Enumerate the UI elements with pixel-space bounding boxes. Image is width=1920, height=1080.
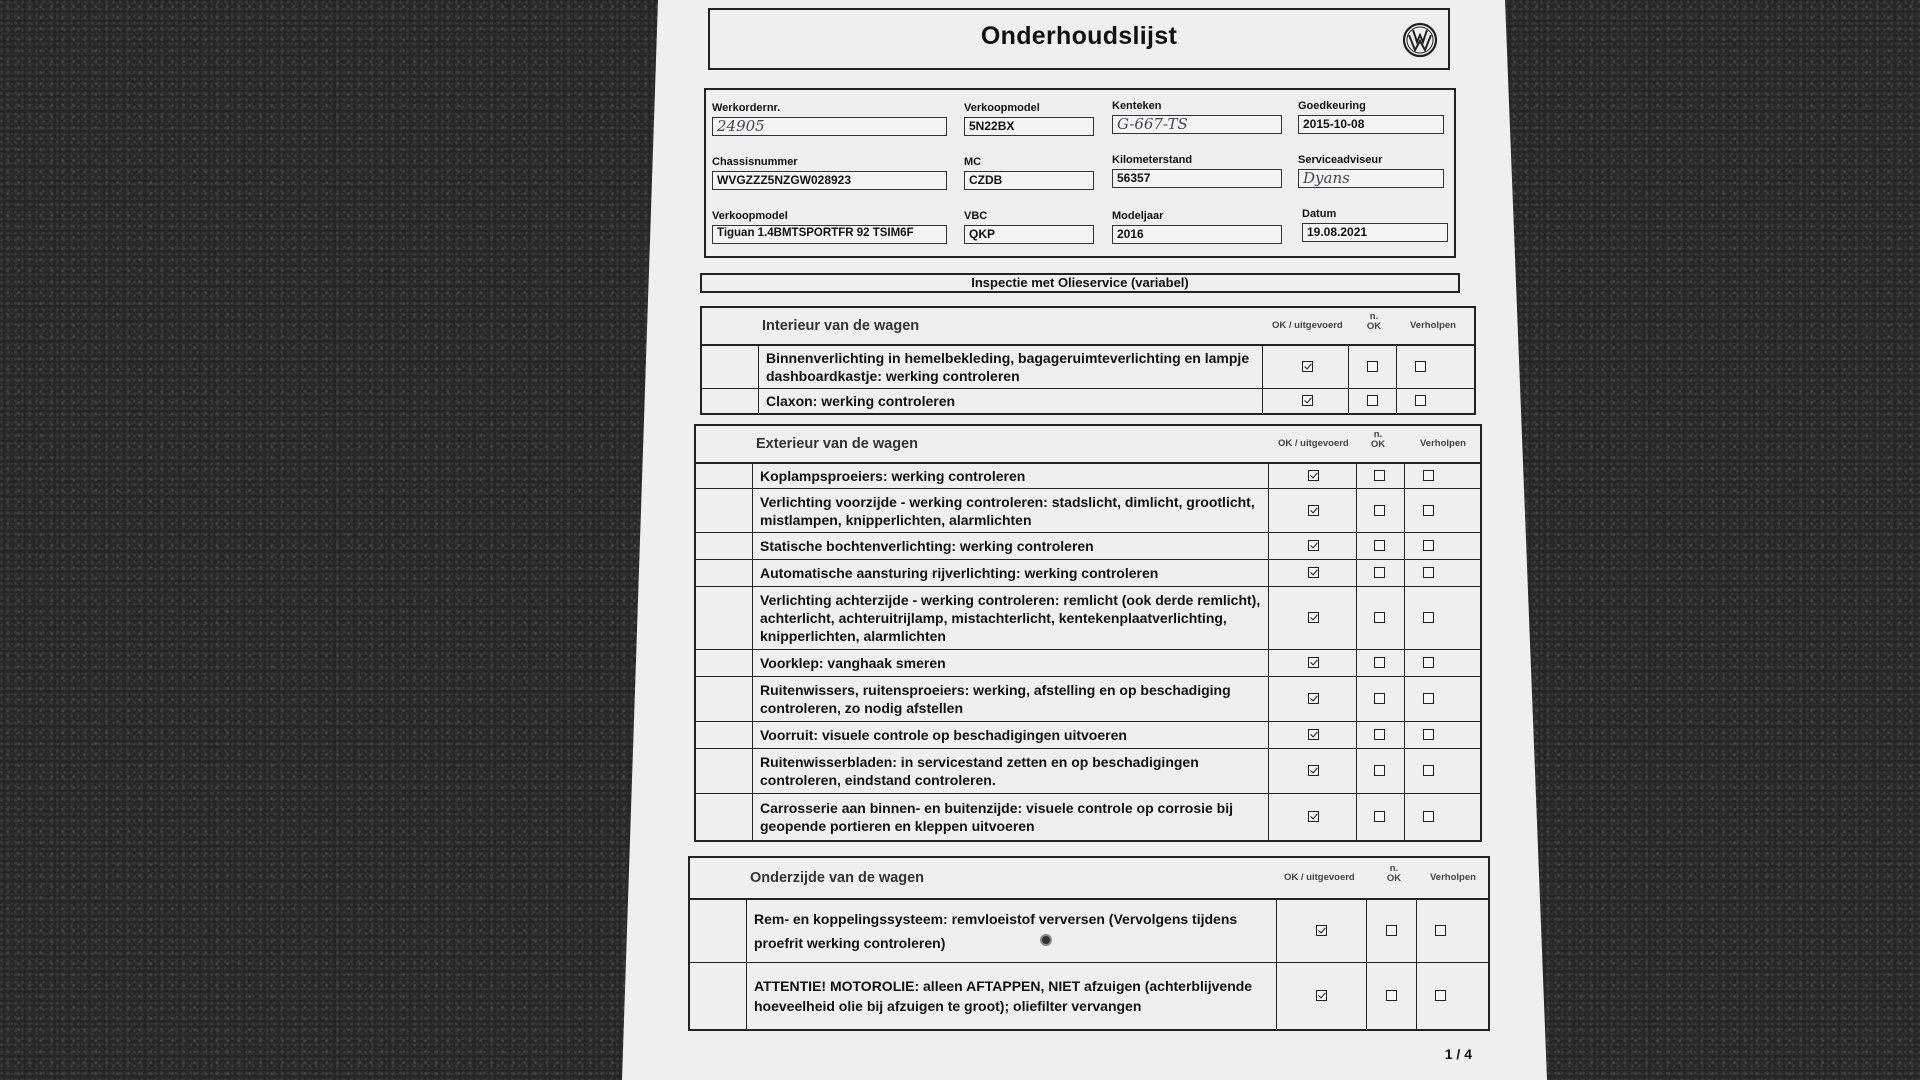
field-value: G-667-TS: [1112, 115, 1282, 134]
title-box: [708, 8, 1450, 70]
column-nok-top: n.: [1373, 429, 1383, 440]
nok-checkbox[interactable]: [1374, 693, 1385, 704]
field-value: 2015-10-08: [1298, 115, 1444, 134]
column-nok-bottom: OK: [1386, 873, 1402, 884]
vehicle-info-box: [704, 88, 1456, 258]
kilometerstand-field: [1112, 154, 1282, 188]
page-title: Onderhoudslijst: [980, 22, 1178, 50]
checklist-row: [696, 586, 1480, 649]
checklist-row: [696, 676, 1480, 721]
checklist-row: [696, 721, 1480, 748]
column-nok-header: [1364, 312, 1384, 332]
column-verholpen-header: Verholpen: [1420, 438, 1466, 449]
ok-checkbox[interactable]: [1308, 612, 1319, 623]
ok-checkbox[interactable]: [1308, 765, 1319, 776]
nok-checkbox[interactable]: [1374, 811, 1385, 822]
nok-checkbox[interactable]: [1386, 925, 1397, 936]
column-nok-top: n.: [1389, 863, 1399, 874]
ok-checkbox[interactable]: [1308, 811, 1319, 822]
nok-checkbox[interactable]: [1374, 505, 1385, 516]
field-label: Goedkeuring: [1298, 100, 1366, 112]
verholpen-checkbox[interactable]: [1423, 811, 1434, 822]
nok-checkbox[interactable]: [1367, 361, 1378, 372]
column-nok-top: n.: [1369, 311, 1379, 322]
row-text: Rem- en koppelingssysteem: remvloeistof verversen (Vervolgens tijdens proefrit werking controleren): [754, 911, 1238, 951]
column-verholpen-header: Verholpen: [1410, 320, 1456, 331]
nok-checkbox[interactable]: [1386, 990, 1397, 1001]
nok-checkbox[interactable]: [1374, 729, 1385, 740]
checklist-row: [702, 345, 1474, 388]
checklist-row: [696, 793, 1480, 840]
datum-field: [1302, 208, 1448, 242]
field-value: 2016: [1112, 225, 1282, 244]
verholpen-checkbox[interactable]: [1423, 612, 1434, 623]
verholpen-checkbox[interactable]: [1435, 990, 1446, 1001]
ok-checkbox[interactable]: [1308, 693, 1319, 704]
row-text: Ruitenwisserbladen: in servicestand zetten en op beschadigingen controleren, eindstand controleren.: [760, 754, 1199, 788]
verholpen-checkbox[interactable]: [1423, 765, 1434, 776]
field-value: WVGZZZ5NZGW028923: [712, 171, 947, 190]
row-text: Binnenverlichting in hemelbekleding, bagageruimteverlichting en lampje dashboardkastje: werking controleren: [766, 350, 1250, 384]
section-header: [696, 426, 1480, 463]
row-text: Claxon: werking controleren: [766, 393, 956, 409]
nok-checkbox[interactable]: [1374, 612, 1385, 623]
checklist-row: [702, 388, 1474, 413]
nok-checkbox[interactable]: [1374, 765, 1385, 776]
column-nok-header: [1368, 430, 1388, 450]
checklist-row: [696, 532, 1480, 559]
row-text: Ruitenwissers, ruitensproeiers: werking, afstelling en op beschadiging controleren, zo nodig afstellen: [760, 682, 1231, 716]
verholpen-checkbox[interactable]: [1423, 540, 1434, 551]
column-nok-header: [1384, 864, 1404, 884]
inspection-banner: Inspectie met Olieservice (variabel): [700, 273, 1460, 293]
checklist-row: [690, 899, 1488, 962]
nok-checkbox[interactable]: [1374, 470, 1385, 481]
field-label: Werkordernr.: [712, 102, 781, 114]
field-label: Verkoopmodel: [964, 102, 1040, 114]
verholpen-checkbox[interactable]: [1423, 505, 1434, 516]
nok-checkbox[interactable]: [1374, 657, 1385, 668]
checklist-row: [696, 649, 1480, 676]
field-value: 19.08.2021: [1302, 223, 1448, 242]
ok-checkbox[interactable]: [1308, 540, 1319, 551]
column-ok-header: OK / uitgevoerd: [1278, 438, 1349, 449]
field-label: Kilometerstand: [1112, 154, 1193, 166]
section-interieur: [700, 306, 1476, 415]
verholpen-checkbox[interactable]: [1415, 361, 1426, 372]
section-onderzijde: [688, 856, 1490, 1031]
row-text: Verlichting achterzijde - werking controleren: remlicht (ook derde remlicht), achterlicht, achteruitrijlamp, mistachterlicht, kentekenplaatverlichting, knipperlichten, alarmlichten: [760, 592, 1261, 644]
ok-checkbox[interactable]: [1316, 925, 1327, 936]
verholpen-checkbox[interactable]: [1423, 693, 1434, 704]
ok-checkbox[interactable]: [1308, 567, 1319, 578]
modeljaar-field: [1112, 210, 1282, 244]
field-value: 24905: [712, 117, 947, 136]
checklist-row: [696, 463, 1480, 488]
verholpen-checkbox[interactable]: [1423, 657, 1434, 668]
verkoopmodel-name-field: [712, 210, 947, 244]
serviceadviseur-field: [1298, 154, 1444, 188]
section-title: Interieur van de wagen: [762, 318, 920, 334]
ok-checkbox[interactable]: [1316, 990, 1327, 1001]
field-label: MC: [964, 156, 982, 168]
field-value: QKP: [964, 225, 1094, 244]
column-ok-header: OK / uitgevoerd: [1284, 872, 1355, 883]
verholpen-checkbox[interactable]: [1423, 567, 1434, 578]
page-number: 1 / 4: [1444, 1046, 1472, 1062]
ok-checkbox[interactable]: [1308, 657, 1319, 668]
field-value: CZDB: [964, 171, 1094, 190]
kenteken-field: [1112, 100, 1282, 134]
row-text: Voorklep: vanghaak smeren: [760, 655, 946, 671]
nok-checkbox[interactable]: [1374, 540, 1385, 551]
field-label: Kenteken: [1112, 100, 1162, 112]
row-text: Verlichting voorzijde - werking controleren: stadslicht, dimlicht, grootlicht, mistlampen, knipperlichten, alarmlichten: [760, 493, 1255, 528]
goedkeuring-field: [1298, 100, 1444, 134]
verholpen-checkbox[interactable]: [1435, 925, 1446, 936]
field-value: 56357: [1112, 169, 1282, 188]
column-nok-bottom: OK: [1366, 321, 1382, 332]
checklist-row: [696, 488, 1480, 532]
section-title: Exterieur van de wagen: [756, 436, 918, 452]
field-value: 5N22BX: [964, 117, 1094, 136]
ok-checkbox[interactable]: [1302, 395, 1313, 406]
ok-checkbox[interactable]: [1308, 729, 1319, 740]
field-label: VBC: [964, 210, 988, 222]
row-text: Koplampsproeiers: werking controleren: [760, 468, 1026, 484]
row-text: Automatische aansturing rijverlichting: werking controleren: [760, 565, 1159, 581]
field-value: Dyans: [1298, 169, 1444, 188]
nok-checkbox[interactable]: [1367, 395, 1378, 406]
section-exterieur: [694, 424, 1482, 842]
field-label: Datum: [1302, 208, 1337, 220]
nok-checkbox[interactable]: [1374, 567, 1385, 578]
field-value: Tiguan 1.4BMTSPORTFR 92 TSIM6F: [712, 225, 947, 244]
vw-logo-icon: [1402, 22, 1438, 58]
mc-field: [964, 156, 1094, 190]
verkoopmodel-code-field: [964, 102, 1094, 136]
werkordernr-field: [712, 102, 947, 136]
column-ok-header: OK / uitgevoerd: [1272, 320, 1343, 331]
row-text: Voorruit: visuele controle op beschadigingen uitvoeren: [760, 727, 1127, 743]
section-header: [702, 308, 1474, 345]
field-label: Verkoopmodel: [712, 210, 788, 222]
chassisnummer-field: [712, 156, 947, 190]
column-verholpen-header: Verholpen: [1430, 872, 1476, 883]
verholpen-checkbox[interactable]: [1423, 729, 1434, 740]
field-label: Serviceadviseur: [1298, 154, 1383, 166]
ink-dot-icon: [1040, 934, 1052, 946]
ok-checkbox[interactable]: [1302, 361, 1313, 372]
row-text: ATTENTIE! MOTOROLIE: alleen AFTAPPEN, NIET afzuigen (achterblijvende hoeveelheid olie bij afzuigen te groot); oliefilter vervangen: [754, 978, 1253, 1014]
section-header: [690, 858, 1488, 899]
section-title: Onderzijde van de wagen: [750, 870, 925, 886]
ok-checkbox[interactable]: [1308, 505, 1319, 516]
verholpen-checkbox[interactable]: [1415, 395, 1426, 406]
ok-checkbox[interactable]: [1308, 470, 1319, 481]
verholpen-checkbox[interactable]: [1423, 470, 1434, 481]
field-label: Modeljaar: [1112, 210, 1164, 222]
column-nok-bottom: OK: [1370, 439, 1386, 450]
maintenance-form: [684, 0, 1486, 1080]
checklist-row: [690, 962, 1488, 1029]
field-label: Chassisnummer: [712, 156, 798, 168]
vbc-field: [964, 210, 1094, 244]
row-text: Statische bochtenverlichting: werking controleren: [760, 538, 1094, 554]
checklist-row: [696, 559, 1480, 586]
row-text: Carrosserie aan binnen- en buitenzijde: visuele controle op corrosie bij geopende portieren en kleppen uitvoeren: [760, 800, 1233, 834]
checklist-row: [696, 748, 1480, 793]
